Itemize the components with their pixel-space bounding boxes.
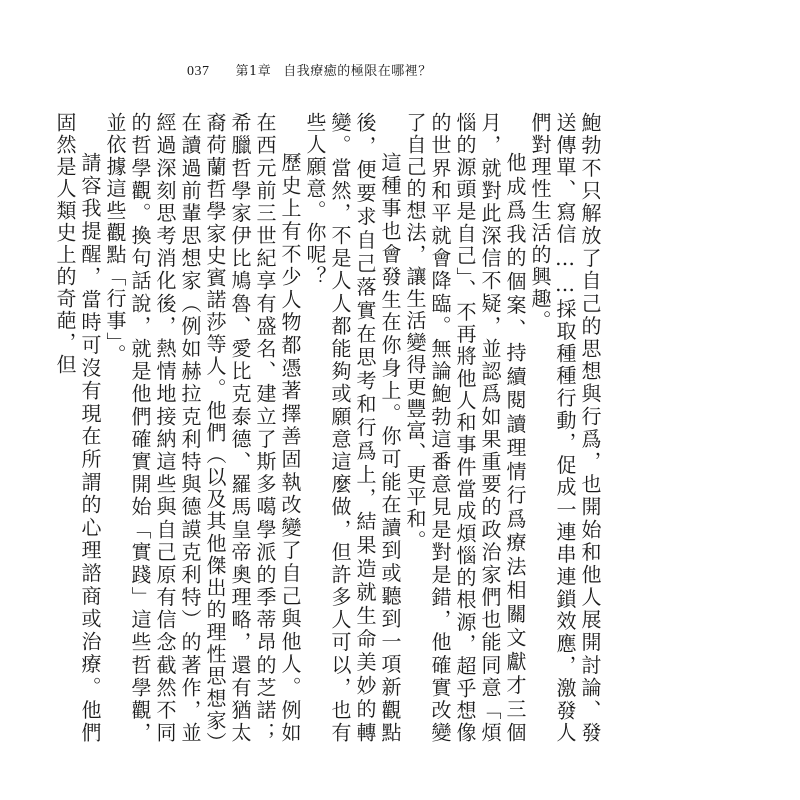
running-header <box>187 60 432 80</box>
paragraph-5: 請容我提醒，當時可沒有現在所謂的心理諮商或治療。他們固然是人類史上的奇葩，但 <box>53 112 102 744</box>
body-text <box>53 112 602 744</box>
paragraph-1: 鮑勃不只解放了自己的思想與行爲，也開始和他人展開討論、發送傳單、寫信……採取種種行動，促成一連串連鎖效應，激發人們對理性生活的興趣。 <box>528 112 602 744</box>
page-number: 037 <box>187 64 210 79</box>
paragraph-4: 歷史上有不少人物都憑著擇善固執改變了自己與他人。例如在西元前三世紀享有盛名、建立了斯多噶學派的季蒂昂的芝諾；希臘哲學家伊比鳩魯、愛比克泰德、羅馬皇帝奧理略，還有猶太裔荷蘭哲學家史賓諾莎等人。他們（以及其他傑出的理性思想家）在讀過前輩思想家（例如赫拉克利特與德謨克利特）的著作，並經過深刻思考消化後，熱情地接納這些與自己原有信念截然不同的哲學觀。換句話說，就是他們確實開始「實踐」這些哲學觀，並依據這些觀點「行事」。 <box>103 112 302 744</box>
chapter-title: 自我療癒的極限在哪裡？ <box>283 64 432 79</box>
chapter-label: 第1章 <box>235 64 272 79</box>
paragraph-2: 他成爲我的個案、持續閱讀理情行爲療法相關文獻才三個月，就對此深信不疑，並認爲如果重要的政治家們也能同意「煩惱的源頭是自己」、不再將他人和事件當成煩惱的根源，超乎想像的世界和平就會降臨。無論鮑勃這番意見是對是錯，他確實改變了自己的想法，讓生活變得更豐富、更平和。 <box>403 112 527 744</box>
paragraph-3: 這種事也會發生在你身上。你可能在讀到或聽到一項新觀點後，便要求自己落實在思考和行爲上，結果造就生命美妙的轉變。當然，不是人人都能夠或願意這麼做，但許多人可以，也有些人願意。你呢？ <box>303 112 402 744</box>
